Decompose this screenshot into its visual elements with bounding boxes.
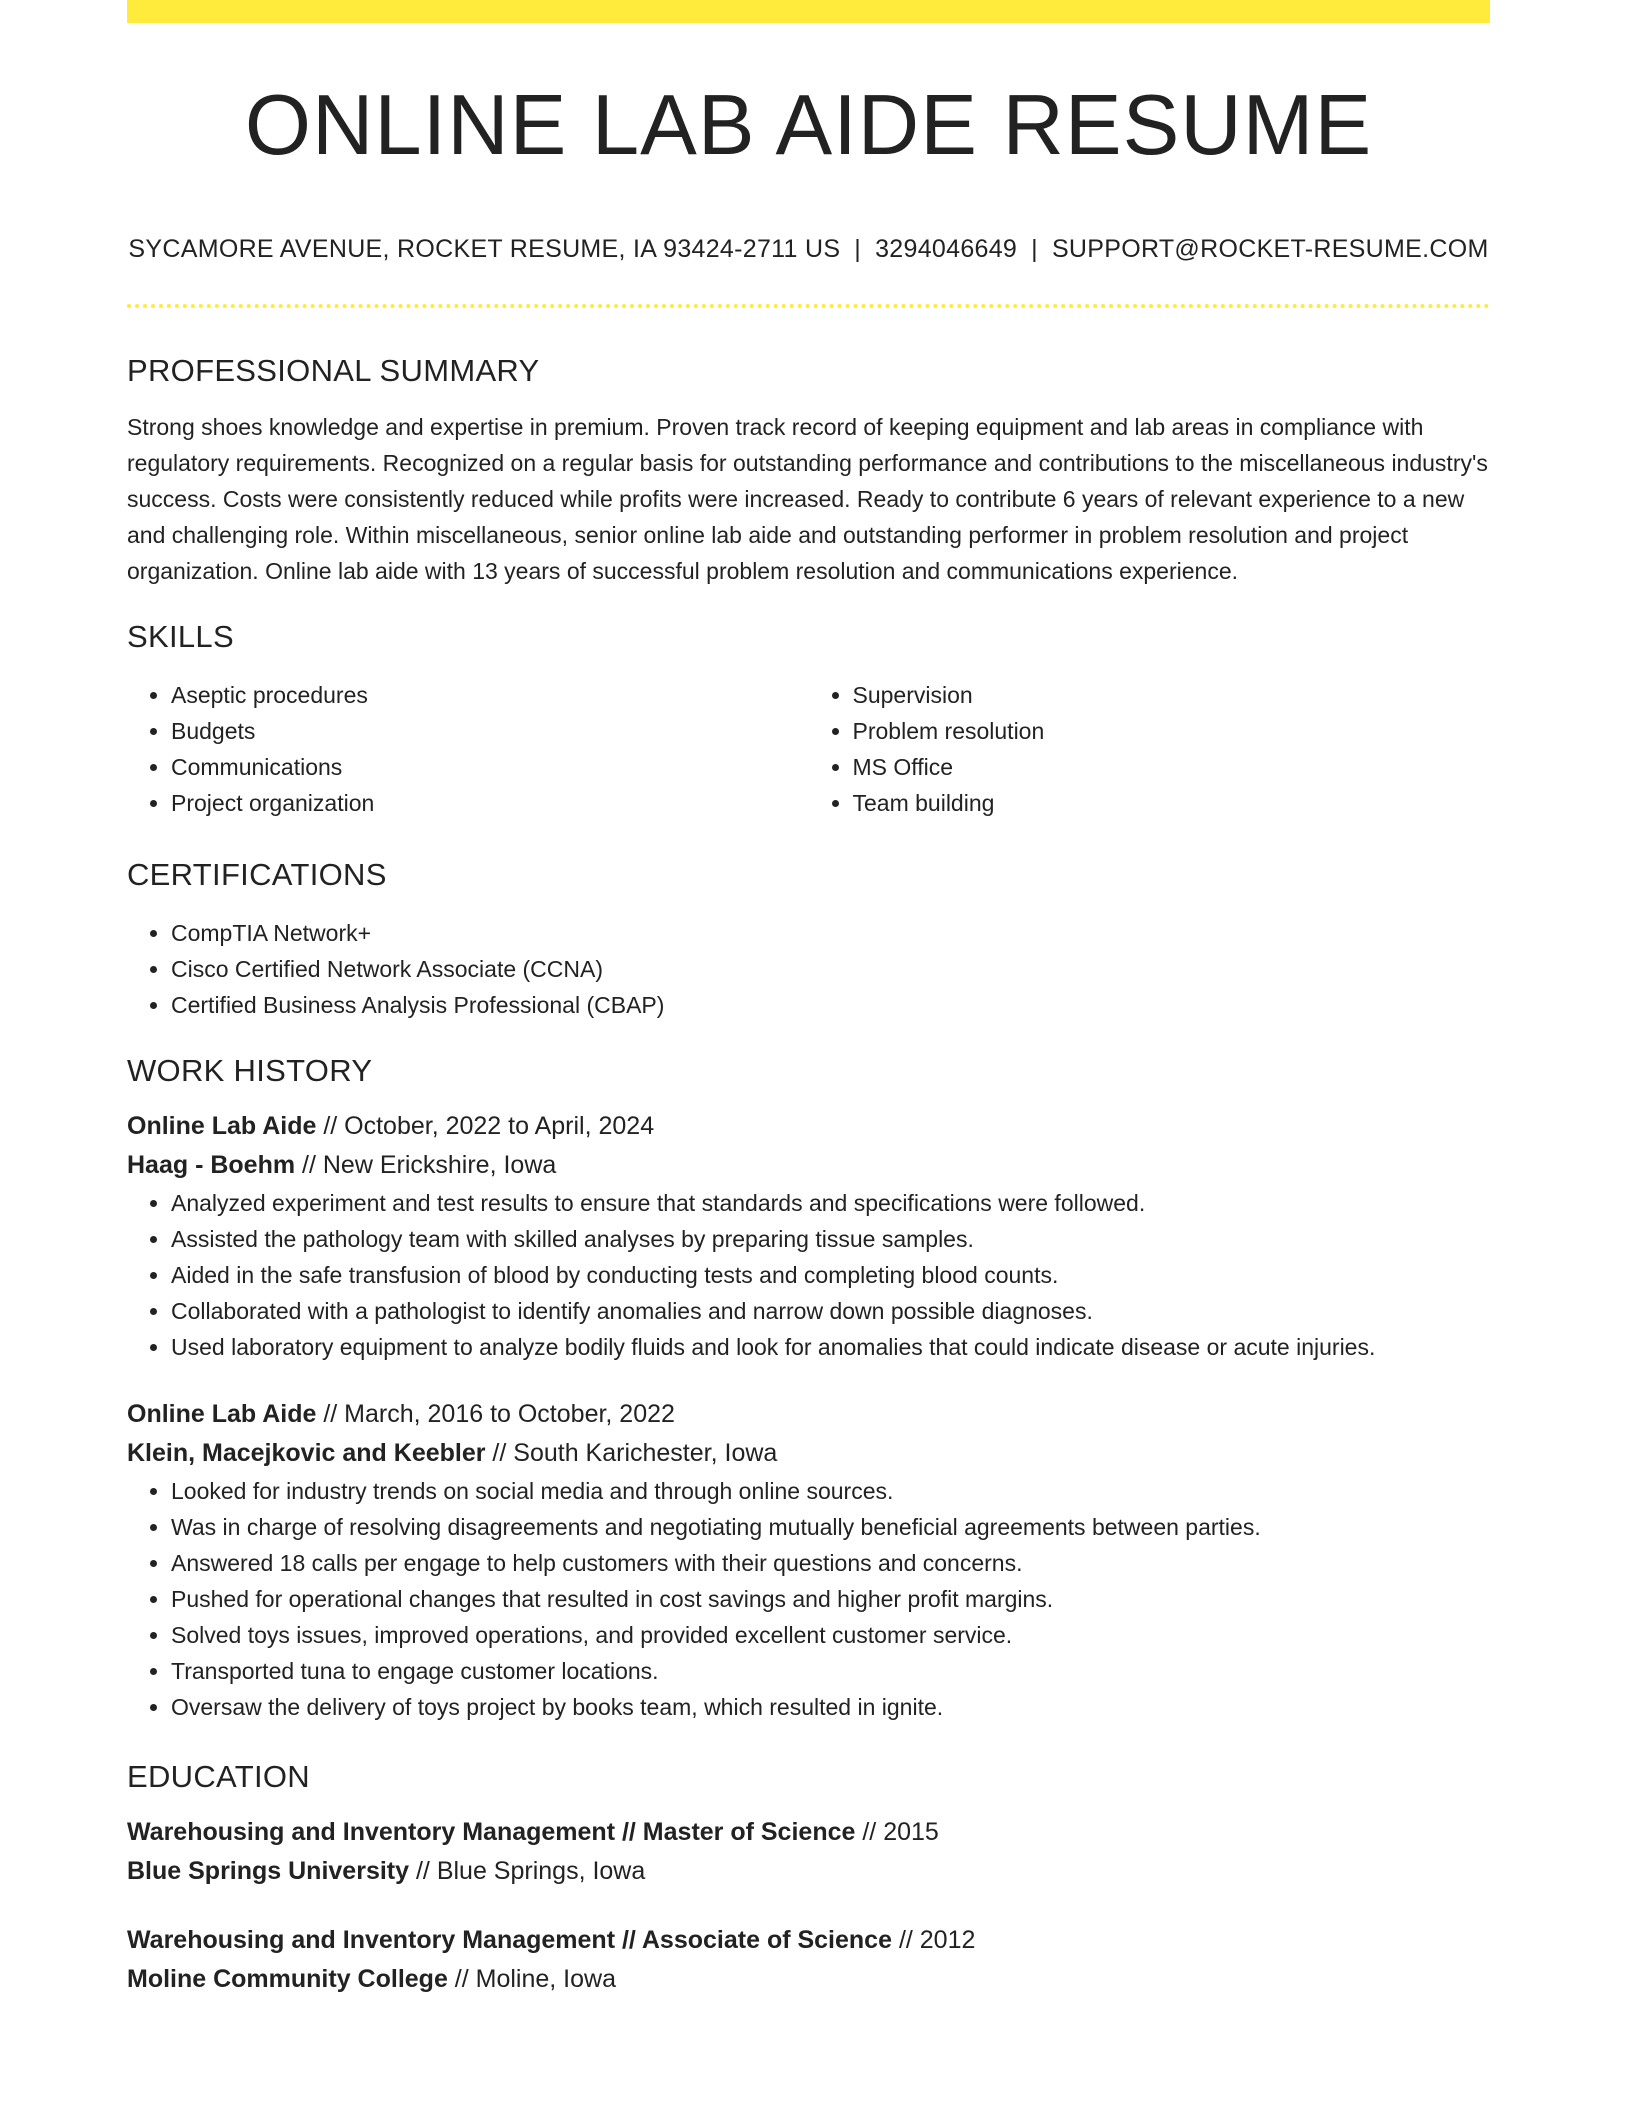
education-location: // Blue Springs, Iowa (409, 1857, 646, 1885)
job-company-line (127, 1434, 1490, 1473)
skill-item: • Aseptic procedures (171, 677, 809, 713)
education-school: Moline Community College (127, 1965, 448, 1993)
job-bullet: • Solved toys issues, improved operations, and provided excellent customer service. (171, 1617, 1490, 1653)
contact-separator: | (1031, 235, 1038, 263)
skill-item: • Budgets (171, 713, 809, 749)
education-school-line (127, 1960, 1490, 1999)
skills-section (127, 619, 1490, 821)
dotted-divider (127, 304, 1490, 308)
skill-item: • Problem resolution (853, 713, 1491, 749)
job-bullet: • Used laboratory equipment to analyze bodily fluids and look for anomalies that could indicate disease or acute injuries. (171, 1329, 1490, 1365)
education-degree: Warehousing and Inventory Management // Associate of Science (127, 1926, 892, 1954)
job-bullet: • Oversaw the delivery of toys project by books team, which resulted in ignite. (171, 1689, 1490, 1725)
skill-item: • Team building (853, 785, 1491, 821)
education-school: Blue Springs University (127, 1857, 410, 1885)
job-company-line (127, 1146, 1490, 1185)
job-entry (127, 1395, 1490, 1725)
certification-item: • Cisco Certified Network Associate (CCNA) (171, 951, 1490, 987)
education-entry (127, 1813, 1490, 1891)
skills-list-left (127, 677, 809, 821)
job-bullet: • Answered 18 calls per engage to help customers with their questions and concerns. (171, 1545, 1490, 1581)
job-bullet-list (127, 1473, 1490, 1725)
job-bullet: • Transported tuna to engage customer locations. (171, 1653, 1490, 1689)
education-heading: EDUCATION (127, 1759, 310, 1794)
job-company: Haag - Boehm (127, 1151, 296, 1179)
contact-phone: 3294046649 (875, 235, 1018, 263)
job-bullet: • Analyzed experiment and test results to ensure that standards and specifications were followed. (171, 1185, 1490, 1221)
education-year: // 2012 (892, 1926, 976, 1954)
job-dates: // October, 2022 to April, 2024 (316, 1112, 655, 1140)
job-bullet: • Aided in the safe transfusion of blood by conducting tests and completing blood counts. (171, 1257, 1490, 1293)
resume-page (127, 0, 1490, 1999)
job-title: Online Lab Aide (127, 1112, 317, 1140)
job-dates: // March, 2016 to October, 2022 (316, 1400, 675, 1428)
contact-line (127, 235, 1490, 264)
education-degree-line (127, 1921, 1490, 1960)
job-title-line (127, 1107, 1490, 1146)
skill-item: • MS Office (853, 749, 1491, 785)
skills-heading: SKILLS (127, 619, 234, 654)
job-title: Online Lab Aide (127, 1400, 317, 1428)
job-company: Klein, Macejkovic and Keebler (127, 1439, 486, 1467)
job-bullet: • Assisted the pathology team with skilled analyses by preparing tissue samples. (171, 1221, 1490, 1257)
contact-address: SYCAMORE AVENUE, ROCKET RESUME, IA 93424-2711 US (128, 235, 841, 263)
certifications-section (127, 857, 1490, 1023)
summary-section (127, 353, 1490, 589)
job-bullet: • Pushed for operational changes that resulted in cost savings and higher profit margins. (171, 1581, 1490, 1617)
skill-item: • Project organization (171, 785, 809, 821)
education-year: // 2015 (855, 1818, 939, 1846)
work-history-section (127, 1053, 1490, 1725)
work-history-heading: WORK HISTORY (127, 1053, 373, 1088)
education-school-line (127, 1852, 1490, 1891)
education-location: // Moline, Iowa (447, 1965, 616, 1993)
job-bullet: • Collaborated with a pathologist to identify anomalies and narrow down possible diagnoses. (171, 1293, 1490, 1329)
job-entry (127, 1107, 1490, 1365)
job-bullet: • Looked for industry trends on social media and through online sources. (171, 1473, 1490, 1509)
skill-item: • Supervision (853, 677, 1491, 713)
certifications-heading: CERTIFICATIONS (127, 857, 387, 892)
skills-grid (127, 677, 1490, 821)
job-location: // South Karichester, Iowa (485, 1439, 778, 1467)
summary-heading: PROFESSIONAL SUMMARY (127, 353, 540, 388)
certification-item: • Certified Business Analysis Professional (CBAP) (171, 987, 1490, 1023)
contact-separator: | (854, 235, 862, 263)
job-location: // New Erickshire, Iowa (295, 1151, 557, 1179)
skill-item: • Communications (171, 749, 809, 785)
education-degree-line (127, 1813, 1490, 1852)
education-section (127, 1759, 1490, 1999)
job-bullet-list (127, 1185, 1490, 1365)
accent-top-bar (127, 0, 1490, 23)
job-bullet: • Was in charge of resolving disagreements and negotiating mutually beneficial agreements between parties. (171, 1509, 1490, 1545)
resume-title: ONLINE LAB AIDE RESUME (244, 78, 1373, 173)
certification-item: • CompTIA Network+ (171, 915, 1490, 951)
skills-list-right (809, 677, 1491, 821)
education-entry (127, 1921, 1490, 1999)
summary-text: Strong shoes knowledge and expertise in premium. Proven track record of keeping equipment and lab areas in compliance with regulatory requirements. Recognized on a regular basis for outstanding performance and contributions to the miscellaneous industry's success. Costs were consistently reduced while profits were increased. Ready to contribute 6 years of relevant experience to a new and challenging role. Within miscellaneous, senior online lab aide and outstanding performer in problem resolution and project organization. Online lab aide with 13 years of successful problem resolution and communications experience. (127, 414, 1488, 584)
job-title-line (127, 1395, 1490, 1434)
certifications-list (127, 915, 1490, 1023)
contact-email: SUPPORT@ROCKET-RESUME.COM (1051, 235, 1489, 263)
education-degree: Warehousing and Inventory Management // Master of Science (127, 1818, 856, 1846)
